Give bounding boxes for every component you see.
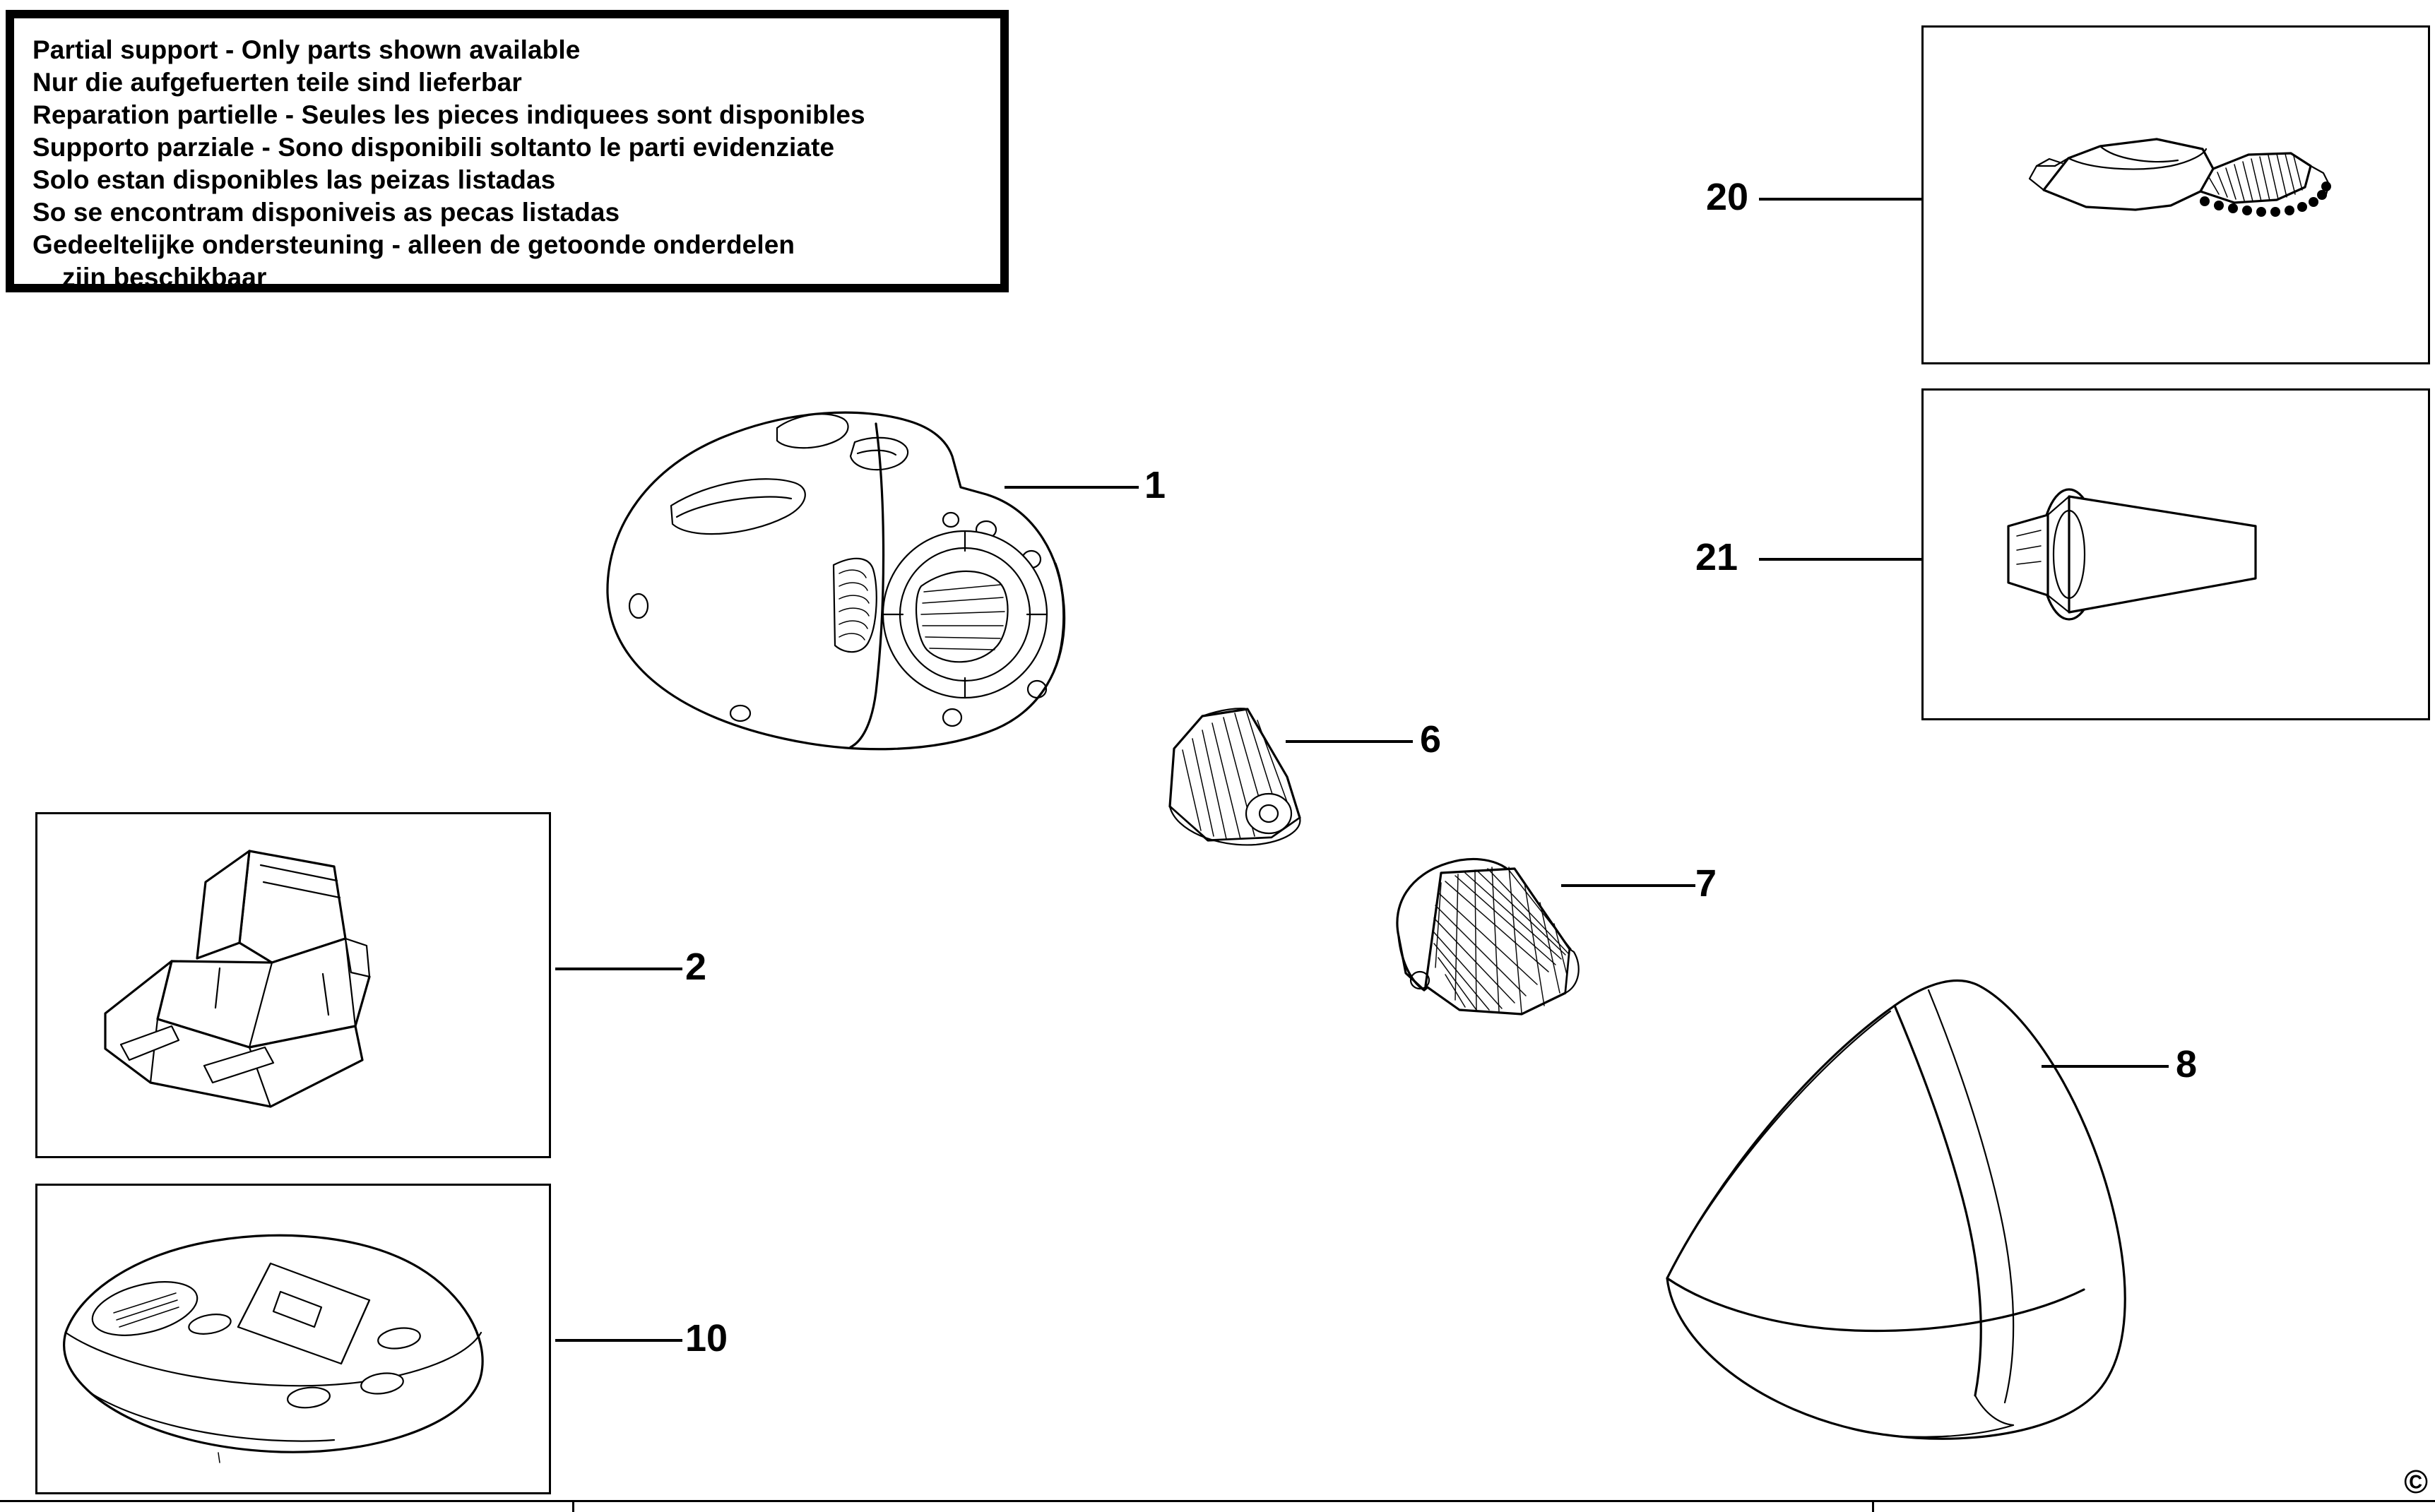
charging-base-illustration [37, 1186, 549, 1492]
vacuum-body-illustration [565, 381, 1159, 847]
part-box-2 [35, 812, 551, 1158]
copyright-symbol: © [2404, 1463, 2428, 1500]
callout-10: 10 [685, 1317, 728, 1359]
part-box-20 [1921, 25, 2430, 364]
leader-line-7 [1561, 884, 1695, 887]
leader-line-1 [1005, 486, 1139, 489]
bottom-frame-rule [0, 1500, 2435, 1502]
notice-line: Gedeeltelijke ondersteuning - alleen de getoonde onderdelen [32, 230, 795, 259]
callout-7: 7 [1695, 862, 1717, 905]
notice-line: zijn beschikbaar [62, 263, 267, 292]
partial-support-notice [6, 10, 1009, 292]
battery-pack-illustration [37, 814, 549, 1156]
notice-line: Partial support - Only parts shown available [32, 35, 581, 64]
part-box-10 [35, 1184, 551, 1494]
callout-2: 2 [685, 946, 707, 988]
callout-6: 6 [1420, 718, 1442, 761]
leader-line-21 [1759, 558, 1921, 561]
leader-line-10 [555, 1339, 682, 1342]
bottom-frame-divider [572, 1502, 574, 1512]
notice-line: Reparation partielle - Seules les pieces indiquees sont disponibles [32, 100, 865, 129]
dust-bowl-illustration [1632, 946, 2268, 1455]
mesh-filter-illustration [1370, 833, 1639, 1066]
callout-1: 1 [1144, 464, 1166, 506]
leader-line-2 [555, 968, 682, 970]
notice-line: Supporto parziale - Sono disponibili soltanto le parti evidenziate [32, 133, 835, 162]
notice-line: So se encontram disponiveis as pecas listadas [32, 198, 620, 227]
bottom-frame-divider [1872, 1502, 1874, 1512]
leader-line-8 [2042, 1065, 2169, 1068]
leader-line-20 [1759, 198, 1921, 201]
notice-line: Solo estan disponibles las peizas listadas [32, 165, 556, 194]
part-box-21 [1921, 388, 2430, 720]
callout-21: 21 [1695, 536, 1738, 578]
crevice-tool-illustration [1924, 391, 2428, 718]
callout-8: 8 [2176, 1043, 2198, 1085]
leader-line-6 [1286, 740, 1413, 743]
notice-line: Nur die aufgefuerten teile sind lieferbar [32, 68, 522, 97]
callout-20: 20 [1706, 176, 1749, 218]
pleated-filter-illustration [1123, 699, 1356, 911]
brush-nozzle-illustration [1924, 28, 2428, 362]
